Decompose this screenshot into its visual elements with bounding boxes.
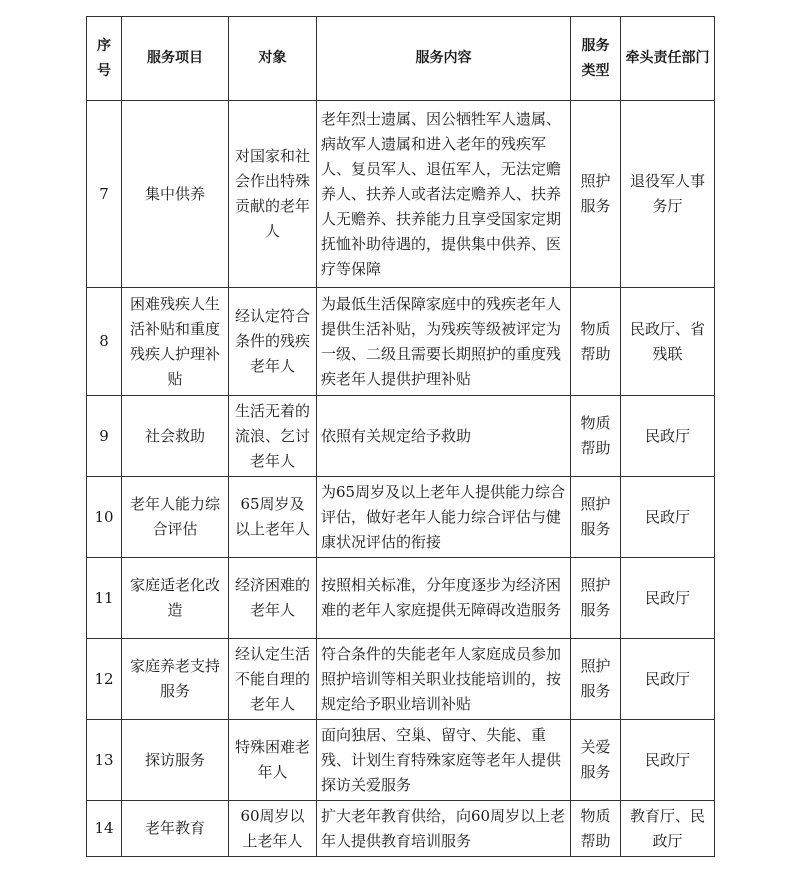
header-content: 服务内容	[317, 17, 571, 101]
cell-target: 经认定生活不能自理的老年人	[229, 639, 317, 720]
cell-item: 集中供养	[122, 101, 229, 288]
cell-type: 物质帮助	[571, 801, 621, 857]
cell-dept: 民政厅	[621, 396, 715, 477]
header-type: 服务类型	[571, 17, 621, 101]
cell-dept: 民政厅、省残联	[621, 288, 715, 396]
cell-target: 60周岁以上老年人	[229, 801, 317, 857]
cell-dept: 退役军人事务厅	[621, 101, 715, 288]
cell-no: 13	[87, 720, 122, 801]
cell-type: 关爱服务	[571, 720, 621, 801]
cell-content: 为65周岁及以上老年人提供能力综合评估，做好老年人能力综合评估与健康状况评估的衔接	[317, 477, 571, 558]
cell-target: 生活无着的流浪、乞讨老年人	[229, 396, 317, 477]
cell-item: 探访服务	[122, 720, 229, 801]
cell-dept: 民政厅	[621, 720, 715, 801]
cell-dept: 民政厅	[621, 477, 715, 558]
cell-content: 按照相关标准，分年度逐步为经济困难的老年人家庭提供无障碍改造服务	[317, 558, 571, 639]
cell-dept: 教育厅、民政厅	[621, 801, 715, 857]
table-row	[87, 396, 715, 477]
table-header-row	[87, 17, 715, 101]
cell-no: 8	[87, 288, 122, 396]
cell-target: 65周岁及以上老年人	[229, 477, 317, 558]
table-row	[87, 639, 715, 720]
cell-type: 照护服务	[571, 639, 621, 720]
cell-no: 14	[87, 801, 122, 857]
table-row	[87, 101, 715, 288]
table-row	[87, 558, 715, 639]
cell-no: 9	[87, 396, 122, 477]
header-target: 对象	[229, 17, 317, 101]
cell-content: 面向独居、空巢、留守、失能、重残、计划生育特殊家庭等老年人提供探访关爱服务	[317, 720, 571, 801]
cell-item: 老年教育	[122, 801, 229, 857]
table-row	[87, 720, 715, 801]
cell-target: 经认定符合条件的残疾老年人	[229, 288, 317, 396]
cell-dept: 民政厅	[621, 558, 715, 639]
cell-type: 照护服务	[571, 558, 621, 639]
cell-item: 社会救助	[122, 396, 229, 477]
cell-no: 12	[87, 639, 122, 720]
cell-content: 依照有关规定给予救助	[317, 396, 571, 477]
cell-content: 符合条件的失能老年人家庭成员参加照护培训等相关职业技能培训的，按规定给予职业培训补贴	[317, 639, 571, 720]
cell-content: 扩大老年教育供给，向60周岁以上老年人提供教育培训服务	[317, 801, 571, 857]
cell-type: 照护服务	[571, 477, 621, 558]
cell-content: 为最低生活保障家庭中的残疾老年人提供生活补贴，为残疾等级被评定为一级、二级且需要长期照护的重度残疾老年人提供护理补贴	[317, 288, 571, 396]
cell-no: 10	[87, 477, 122, 558]
cell-item: 家庭适老化改造	[122, 558, 229, 639]
cell-no: 7	[87, 101, 122, 288]
service-table	[86, 16, 715, 857]
cell-no: 11	[87, 558, 122, 639]
cell-target: 对国家和社会作出特殊贡献的老年人	[229, 101, 317, 288]
header-no: 序号	[87, 17, 122, 101]
cell-item: 家庭养老支持服务	[122, 639, 229, 720]
header-item: 服务项目	[122, 17, 229, 101]
cell-type: 照护服务	[571, 101, 621, 288]
cell-target: 特殊困难老年人	[229, 720, 317, 801]
cell-type: 物质帮助	[571, 288, 621, 396]
cell-item: 老年人能力综合评估	[122, 477, 229, 558]
cell-type: 物质帮助	[571, 396, 621, 477]
header-dept: 牵头责任部门	[621, 17, 715, 101]
cell-target: 经济困难的老年人	[229, 558, 317, 639]
cell-item: 困难残疾人生活补贴和重度残疾人护理补贴	[122, 288, 229, 396]
table-row	[87, 288, 715, 396]
table-row	[87, 477, 715, 558]
cell-content: 老年烈士遗属、因公牺牲军人遗属、病故军人遗属和进入老年的残疾军人、复员军人、退伍军人，无法定赡养人、扶养人或者法定赡养人、扶养人无赡养、扶养能力且享受国家定期抚恤补助待遇的，提供集中供养、医疗等保障	[317, 101, 571, 288]
table-row	[87, 801, 715, 857]
cell-dept: 民政厅	[621, 639, 715, 720]
